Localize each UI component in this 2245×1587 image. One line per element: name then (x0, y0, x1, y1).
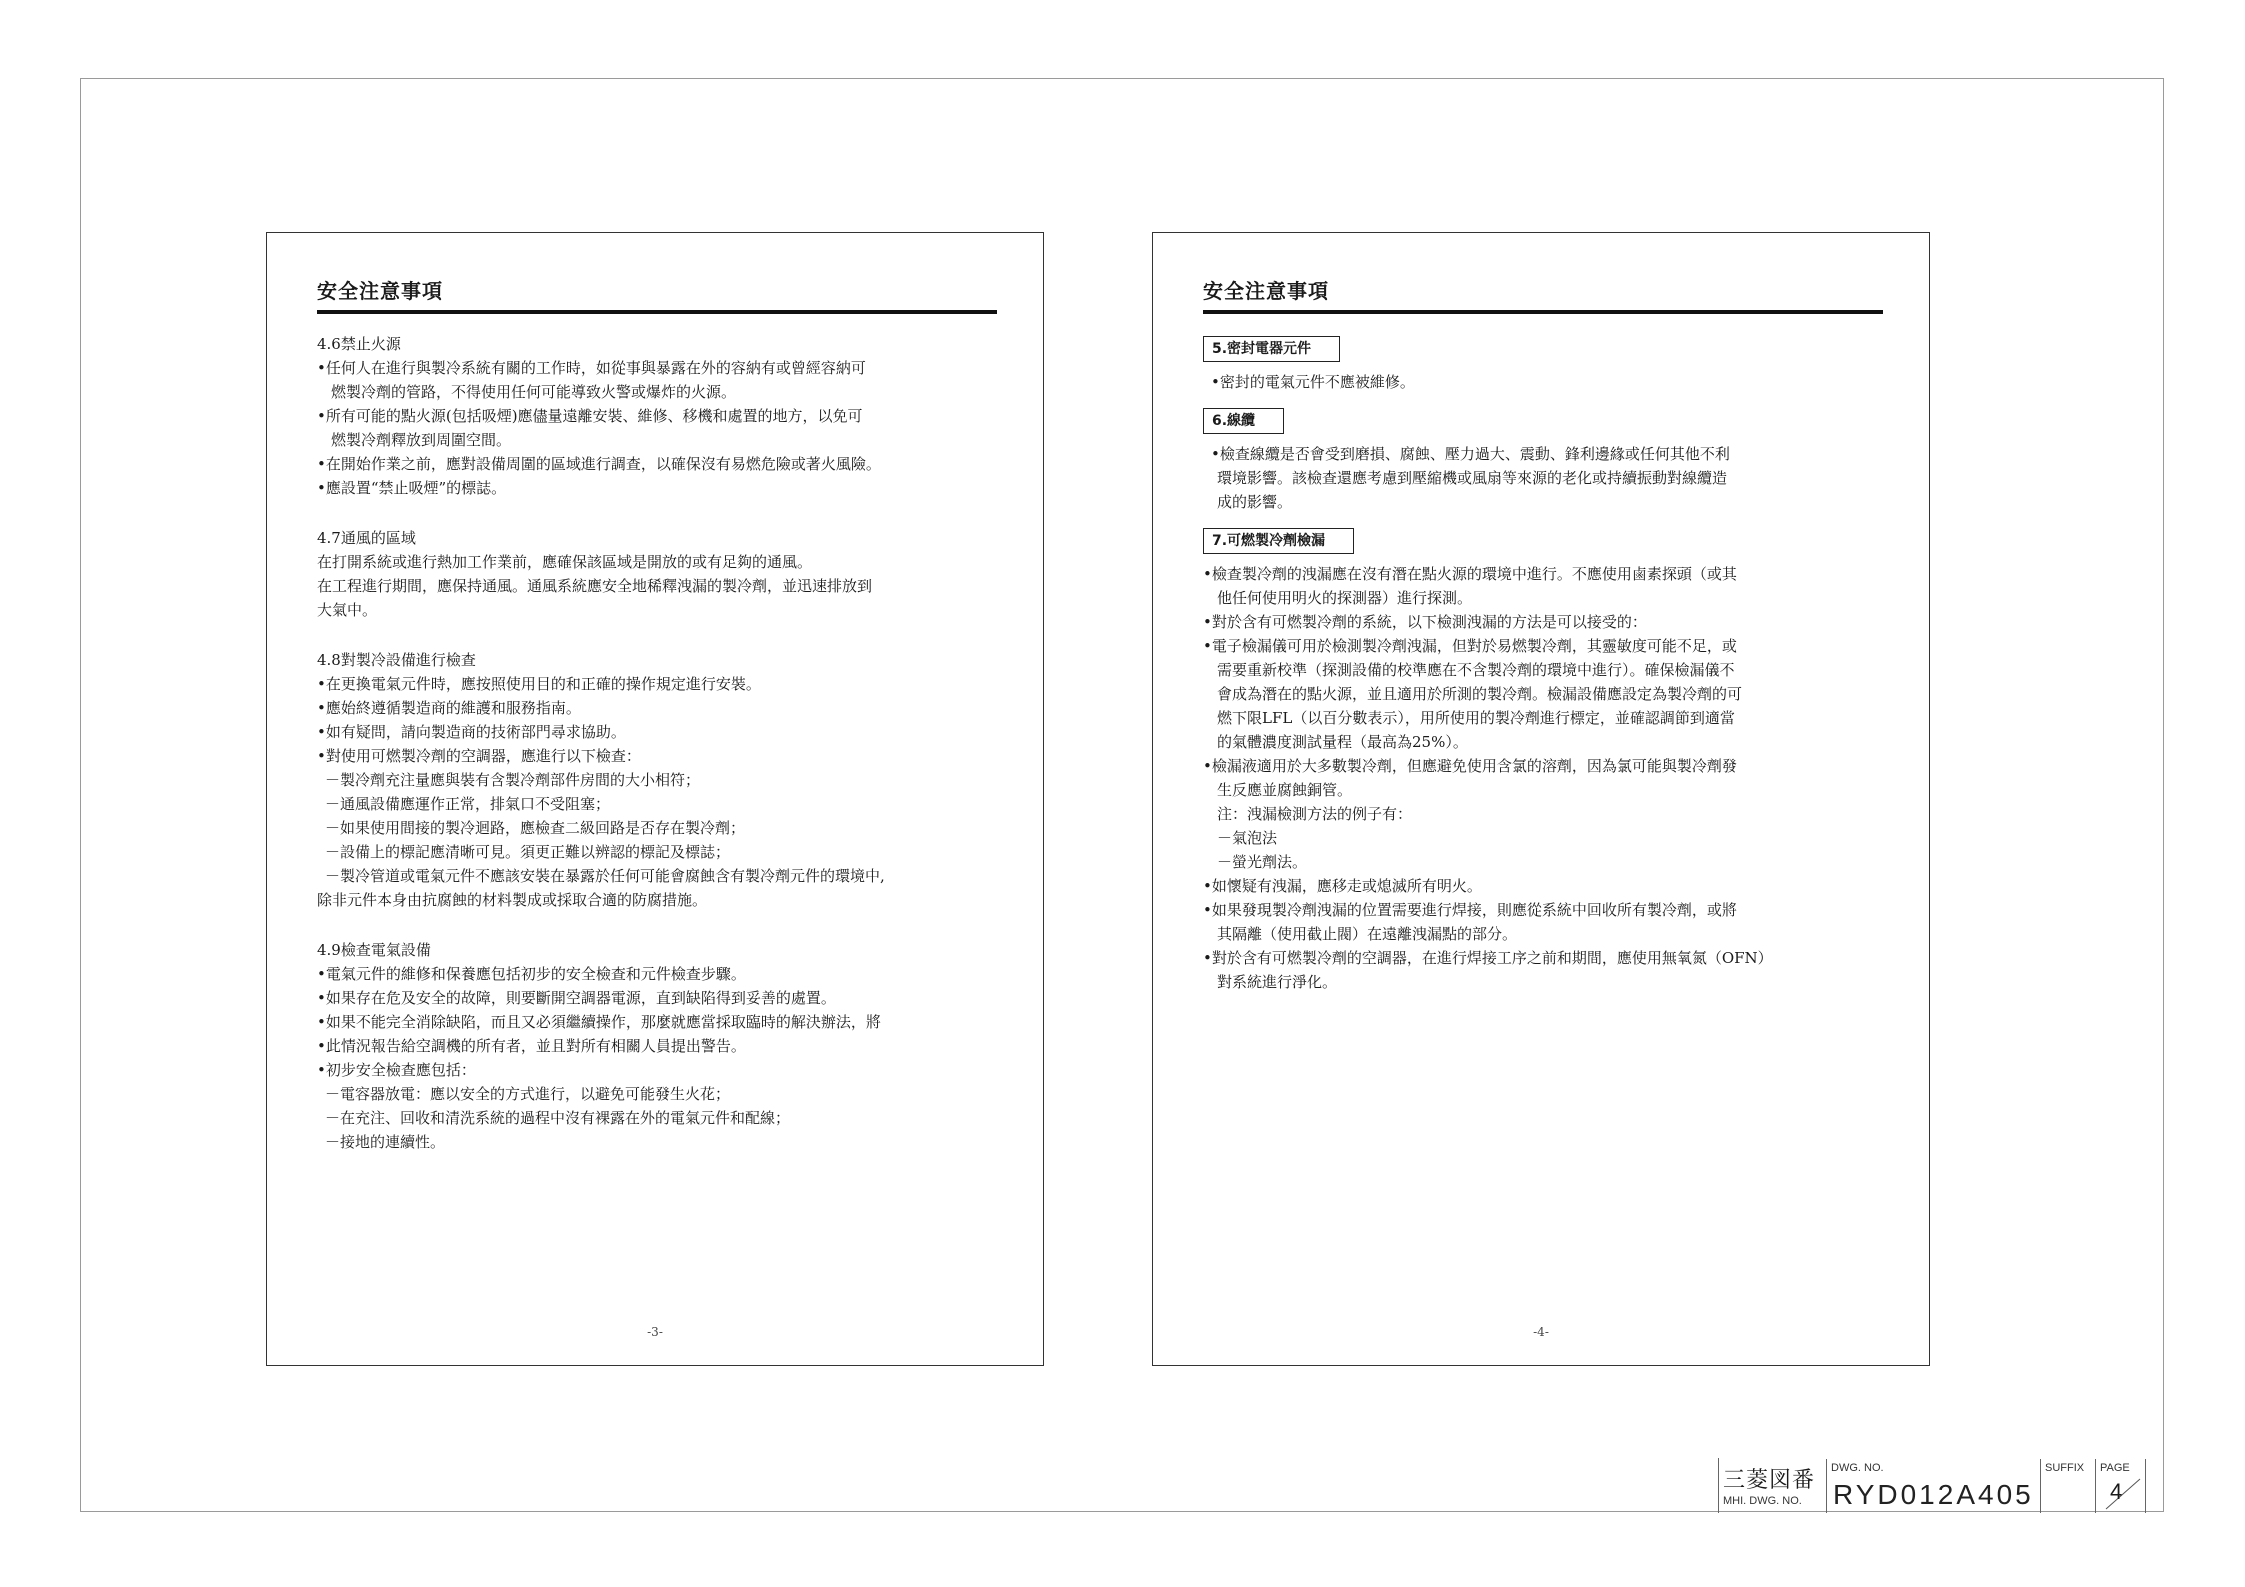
left-page (266, 232, 1044, 1366)
text-line: －通風設備應運作正常，排氣口不受阻塞； (325, 795, 611, 813)
section-title: 6.線纜 (1203, 408, 1284, 434)
text-line: －製冷劑充注量應與裝有含製冷劑部件房間的大小相符； (325, 771, 701, 789)
text-line: •對於含有可燃製冷劑的系統，以下檢測洩漏的方法是可以接受的： (1203, 613, 1647, 631)
right-sections (1203, 332, 1883, 994)
text-line: 燃下限LFL（以百分數表示），用所使用的製冷劑進行標定，並確認調節到適當 (1217, 709, 1735, 727)
text-line: •檢查線纜是否會受到磨損、腐蝕、壓力過大、震動、鋒利邊緣或任何其他不利 (1211, 445, 1730, 463)
section (317, 332, 997, 500)
text-line: •檢漏液適用於大多數製冷劑，但應避免使用含氯的溶劑，因為氯可能與製冷劑發 (1203, 757, 1737, 775)
text-line: •對使用可燃製冷劑的空調器，應進行以下檢查： (317, 747, 641, 765)
section-title: 4.9檢查電氣設備 (317, 941, 431, 959)
text-line: •如懷疑有洩漏，應移走或熄滅所有明火。 (1203, 877, 1482, 895)
right-page-content (1203, 275, 1883, 1004)
text-line: 生反應並腐蝕銅管。 (1217, 781, 1353, 799)
dwg-number: RYD012A405 (1833, 1479, 2034, 1510)
text-line: 其隔離（使用截止閥）在遠離洩漏點的部分。 (1217, 925, 1518, 943)
text-line: •在更換電氣元件時，應按照使用目的和正確的操作規定進行安裝。 (317, 675, 761, 693)
text-line: •對於含有可燃製冷劑的空調器，在進行焊接工序之前和期間，應使用無氧氮（OFN） (1203, 949, 1773, 967)
text-line: 除非元件本身由抗腐蝕的材料製成或採取合適的防腐措施。 (317, 891, 708, 909)
section (317, 938, 997, 1154)
text-line: •此情況報告給空調機的所有者，並且對所有相關人員提出警告。 (317, 1037, 746, 1055)
page-number: -4- (1533, 1325, 1549, 1339)
dwg-label: DWG. NO. (1831, 1462, 1884, 1474)
section-title: 7.可燃製冷劑檢漏 (1203, 528, 1354, 554)
text-line: •如果發現製冷劑洩漏的位置需要進行焊接，則應從系統中回收所有製冷劑，或將 (1203, 901, 1737, 919)
text-line: •電子檢漏儀可用於檢測製冷劑洩漏，但對於易燃製冷劑，其靈敏度可能不足，或 (1203, 637, 1737, 655)
text-line: •如果存在危及安全的故障，則要斷開空調器電源，直到缺陷得到妥善的處置。 (317, 989, 836, 1007)
text-line: －氣泡法 (1217, 829, 1278, 847)
page-heading: 安全注意事項 (317, 275, 997, 314)
text-line: －在充注、回收和清洗系統的過程中沒有裸露在外的電氣元件和配線； (325, 1109, 791, 1127)
section (1203, 524, 1883, 994)
left-page-content (317, 275, 997, 1180)
suffix-cell (2041, 1459, 2096, 1513)
text-line: －接地的連續性。 (325, 1133, 446, 1151)
text-line: 他任何使用明火的探測器）進行探測。 (1217, 589, 1473, 607)
text-line: •應始終遵循製造商的維護和服務指南。 (317, 699, 581, 717)
text-line: •在開始作業之前，應對設備周圍的區域進行調查，以確保沒有易燃危險或著火風險。 (317, 455, 881, 473)
text-line: •電氣元件的維修和保養應包括初步的安全檢查和元件檢查步驟。 (317, 965, 746, 983)
section-title: 5.密封電器元件 (1203, 336, 1340, 362)
section-title: 4.8對製冷設備進行檢查 (317, 651, 476, 669)
text-line: －製冷管道或電氣元件不應該安裝在暴露於任何可能會腐蝕含有製冷劑元件的環境中, (325, 867, 885, 885)
text-line: －螢光劑法。 (1217, 853, 1308, 871)
page-number: -3- (647, 1325, 663, 1339)
text-line: 大氣中。 (317, 601, 378, 619)
section (317, 648, 997, 912)
text-line: •所有可能的點火源(包括吸煙)應儘量遠離安裝、維修、移機和處置的地方，以免可 (317, 407, 863, 425)
text-line: －如果使用間接的製冷迴路，應檢查二級回路是否存在製冷劑； (325, 819, 746, 837)
text-line: －電容器放電：應以安全的方式進行，以避免可能發生火花； (325, 1085, 731, 1103)
page-heading: 安全注意事項 (1203, 275, 1883, 314)
section-title: 4.7通風的區域 (317, 529, 416, 547)
text-line: •初步安全檢查應包括： (317, 1061, 476, 1079)
text-line: 在打開系統或進行熱加工作業前，應確保該區域是開放的或有足夠的通風。 (317, 553, 813, 571)
text-line: 燃製冷劑釋放到周圍空間。 (331, 431, 512, 449)
page-label: PAGE (2100, 1462, 2130, 1474)
right-page (1152, 232, 1930, 1366)
page-value: 4 (2110, 1479, 2123, 1504)
page-cell (2096, 1459, 2146, 1513)
mhi-dwg-label: MHI. DWG. NO. (1723, 1495, 1802, 1507)
text-line: •如果不能完全消除缺陷，而且又必須繼續操作，那麼就應當採取臨時的解決辦法，將 (317, 1013, 881, 1031)
section-title: 4.6禁止火源 (317, 335, 401, 353)
dwg-number-cell (1827, 1459, 2041, 1513)
section (317, 526, 997, 622)
section (1203, 332, 1883, 394)
text-line: 的氣體濃度測試量程（最高為25%）。 (1217, 733, 1468, 751)
section (1203, 404, 1883, 514)
text-line: •檢查製冷劑的洩漏應在沒有潛在點火源的環境中進行。不應使用鹵素探頭（或其 (1203, 565, 1737, 583)
text-line: 成的影響。 (1217, 493, 1293, 511)
text-line: 燃製冷劑的管路，不得使用任何可能導致火警或爆炸的火源。 (331, 383, 737, 401)
text-line: 需要重新校準（探測設備的校準應在不含製冷劑的環境中進行）。確保檢漏儀不 (1217, 661, 1735, 679)
text-line: •應設置“禁止吸煙”的標誌。 (317, 479, 507, 497)
company-cell (1719, 1459, 1827, 1513)
text-line: 對系統進行淨化。 (1217, 973, 1338, 991)
text-line: •任何人在進行與製冷系統有關的工作時，如從事與暴露在外的容納有或曾經容納可 (317, 359, 866, 377)
drawing-title-block (1718, 1458, 2130, 1513)
text-line: －設備上的標記應清晰可見。須更正難以辨認的標記及標誌； (325, 843, 731, 861)
suffix-label: SUFFIX (2045, 1462, 2085, 1474)
text-line: 注：洩漏檢測方法的例子有： (1217, 805, 1413, 823)
company-name: 三菱図番 (1723, 1468, 1816, 1493)
text-line: 會成為潛在的點火源，並且適用於所測的製冷劑。檢漏設備應設定為製冷劑的可 (1217, 685, 1743, 703)
text-line: •密封的電氣元件不應被維修。 (1211, 373, 1415, 391)
text-line: •如有疑問，請向製造商的技術部門尋求協助。 (317, 723, 626, 741)
text-line: 在工程進行期間，應保持通風。通風系統應安全地稀釋洩漏的製冷劑，並迅速排放到 (317, 577, 873, 595)
left-sections (317, 332, 997, 1154)
text-line: 環境影響。該檢查還應考慮到壓縮機或風扇等來源的老化或持續振動對線纜造 (1217, 469, 1728, 487)
